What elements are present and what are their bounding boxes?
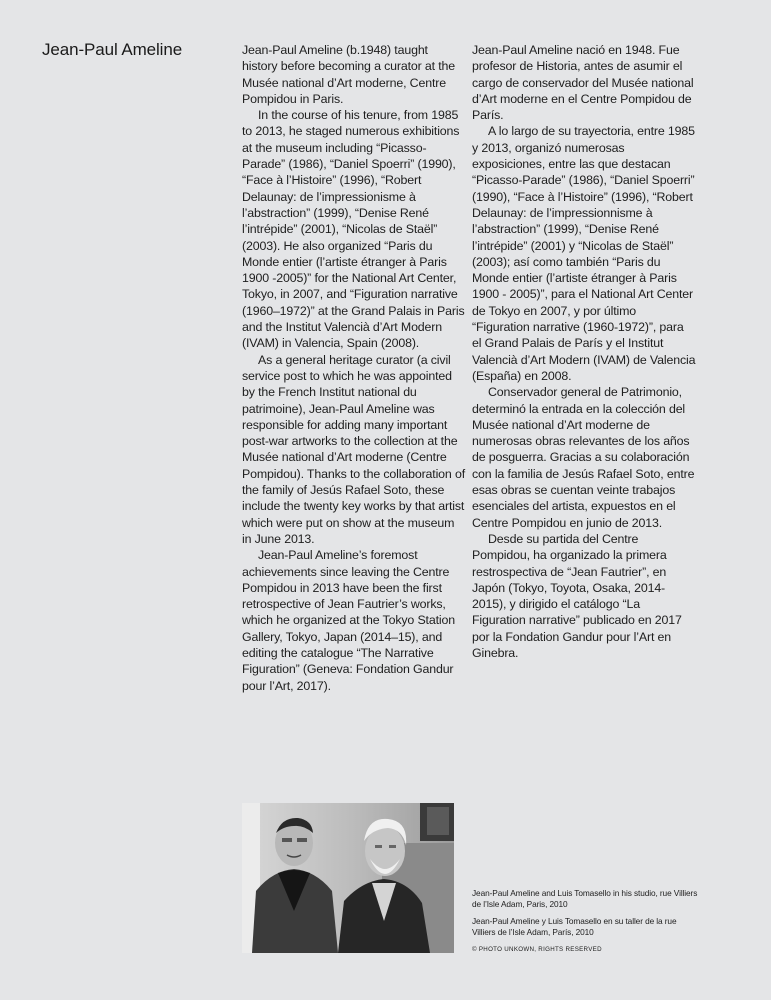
english-paragraph: In the course of his tenure, from 1985 to 2013, he staged numerous exhibitions at the museum including “Picasso-Parade” (1986), “Daniel Spoerri” (1990), “Face à l’Histoire” (1996), “Robert Delaunay: de l’impressionisme à l’abstraction” (1999), “Denise René l’intrépide” (2001), “Nicolas de Staël” (2003). He also organized “Paris du Monde entier (l’artiste étranger à Paris 1900 -2005)” for the National Art Center, Tokyo, in 2007, and “Figuration narrative (1960–1972)” at the Grand Palais in Paris and the Institut Valencià d’Art Modern (IVAM) in Valencia, Spain (2008).	[242, 108, 465, 351]
photo-caption-spanish: Jean-Paul Ameline y Luis Tomasello en su taller de la rue Villiers de l’Isle Adam, París, 2010	[472, 916, 677, 937]
english-paragraph: Jean-Paul Ameline (b.1948) taught history before becoming a curator at the Musée national d’Art moderne, Centre Pompidou in Paris.	[242, 43, 456, 106]
spanish-paragraph: A lo largo de su trayectoria, entre 1985 y 2013, organizó numerosas exposiciones, entre las que destacan “Picasso-Parade” (1986), “Daniel Spoerri” (1990), “Face à l’Histoire” (1996), “Robert Delaunay: de l’impressionnisme à l’abstraction” (1999), “Denise René l’intrépide” (2001) y “Nicolas de Staël” (2003); así como también “Paris du Monde entier (l’artiste étranger à Paris 1900 - 2005)”, para el National Art Center de Tokyo en 2007, y por último “Figuration narrative (1960-1972)”, para el Grand Palais de París y el Institut Valencià d’Art Modern (IVAM) de Valencia (España) en 2008.	[472, 124, 696, 383]
english-paragraph: As a general heritage curator (a civil service post to which he was appointed by the French Institut national du patrimoine), Jean-Paul Ameline was responsible for adding many important post-war artworks to the collection at the Musée national d’Art moderne (Centre Pompidou). Thanks to the collaboration of the family of Jesús Rafael Soto, these include the twenty key works by that artist which were put on show at the museum in June 2013.	[242, 352, 465, 546]
portrait-photo	[242, 803, 454, 953]
spanish-biography	[472, 42, 696, 661]
spanish-paragraph: Jean-Paul Ameline nació en 1948. Fue profesor de Historia, antes de asumir el cargo de conservador del Musée national d’Art moderne en el Centre Pompidou de París.	[472, 43, 694, 123]
photo-caption-english: Jean-Paul Ameline and Luis Tomasello in his studio, rue Villiers de l’Isle Adam, Paris, 2010	[472, 888, 698, 909]
spanish-paragraph: Conservador general de Patrimonio, determinó la entrada en la colección del Musée national d’Art moderne de numerosas obras relevantes de los años de posguerra. Gracias a su colaboración con la familia de Jesús Rafael Soto, entre esas obras se cuentan veinte trabajos esenciales del artista, expuestos en el Centre Pompidou en junio de 2013.	[472, 385, 695, 530]
english-paragraph: Jean-Paul Ameline’s foremost achievements since leaving the Centre Pompidou in 2013 have been the first retrospective of Jean Fautrier’s works, which he organized at the Tokyo Station Gallery, Tokyo, Japan (2014–15), and editing the catalogue “The Narrative Figuration” (Geneva: Fondation Gandur pour l’Art, 2017).	[242, 548, 455, 693]
english-biography	[242, 42, 466, 694]
photo-credit: © PHOTO UNKOWN, RIGHTS RESERVED	[472, 946, 602, 953]
page-title: Jean-Paul Ameline	[42, 40, 183, 59]
spanish-paragraph: Desde su partida del Centre Pompidou, ha organizado la primera restrospectiva de “Jean Fautrier”, en Japón (Tokyo, Toyota, Osaka, 2014-2015), y dirigido el catálogo “La Figuration narrative” publicado en 2017 por la Fondation Gandur pour l’Art en Ginebra.	[472, 531, 682, 660]
